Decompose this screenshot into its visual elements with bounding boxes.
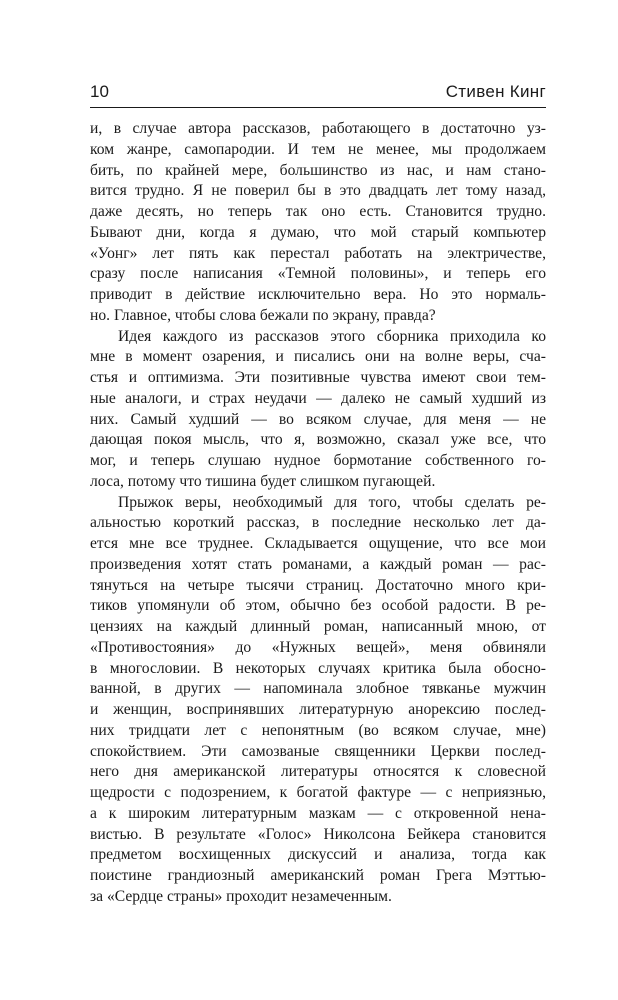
text-line: но. Главное, чтобы слова бежали по экрану, правда? [90, 306, 436, 324]
text-line: Бывают дни, когда я думаю, что мой старый компьютер [90, 223, 546, 241]
text-line: сразу после написания «Темной половины», и теперь его [90, 265, 546, 283]
text-line: и женщин, воспринявших литературную анорексию послед- [90, 701, 546, 718]
text-line: «Противостояния» до «Нужных вещей», меня обвиняли [90, 638, 546, 656]
text-line: альностью короткий рассказ, в последние несколько лет да- [90, 514, 546, 532]
text-line: даже десять, но теперь так оно есть. Становится трудно. [90, 203, 546, 220]
text-line: ванной, в других — напоминала злобное тявканье мужчин [90, 680, 546, 698]
text-line: вится трудно. Я не поверил бы в это двадцать лет тому назад, [90, 182, 546, 200]
text-line: спокойствием. Эти самозваные священники Церкви послед- [90, 742, 546, 760]
text-line: тянуться на четыре тысячи страниц. Достаточно много кри- [90, 576, 546, 594]
text-line: и, в случае автора рассказов, работающего в достаточно уз- [90, 120, 546, 137]
text-line: ком жанре, самопародии. И тем не менее, мы продолжаем [90, 140, 546, 158]
paragraph-1 [90, 119, 546, 327]
page-number: 10 [90, 82, 109, 101]
text-line: за «Сердце страны» проходит незамеченным. [90, 887, 392, 905]
text-line: произведения хотят стать романами, а каждый роман — рас- [90, 555, 546, 573]
text-line: стья и оптимизма. Эти позитивные чувства имеют свои тем- [90, 369, 546, 386]
text-line: «Уонг» лет пять как перестал работать на электричестве, [90, 244, 546, 262]
header-rule [90, 107, 546, 108]
text-line: него дня американской литературы относятся к словесной [90, 763, 546, 781]
text-line: дающая покоя мысль, что я, возможно, сказал уже все, что [90, 431, 546, 449]
text-line: предметом восхищенных дискуссий и анализа, тогда как [90, 846, 546, 864]
text-line: ется мне все труднее. Складывается ощущение, что все мои [90, 535, 546, 552]
running-head-author: Стивен Кинг [445, 82, 546, 101]
paragraph-2 [90, 327, 546, 493]
text-line: вистью. В результате «Голос» Николсона Бейкера становится [90, 825, 546, 843]
text-line: лоса, потому что тишина будет слишком пугающей. [90, 472, 436, 490]
text-line: а к широким литературным мазкам — с откровенной нена- [90, 804, 546, 822]
text-line: щедрости с подозрением, к богатой фактуре — с неприязнью, [90, 784, 546, 801]
text-line: в многословии. В некоторых случаях критика была обосно- [90, 659, 546, 677]
text-line: мне в момент озарения, и писались они на волне веры, сча- [90, 348, 546, 366]
text-line: ные аналоги, и страх неудачи — далеко не самый худший из [90, 389, 546, 407]
text-line: поистине грандиозный американский роман Грега Мэттью- [90, 867, 546, 884]
paragraph-3 [90, 493, 546, 908]
text-line: них. Самый худший — во всяком случае, для меня — не [90, 410, 546, 428]
text-line: бить, по крайней мере, большинство из нас, и нам стано- [90, 161, 546, 179]
text-line: тиков упомянули об этом, обычно без особой радости. В ре- [90, 597, 546, 615]
text-line: Идея каждого из рассказов этого сборника приходила ко [118, 327, 546, 345]
text-line: цензиях на каждый длинный роман, написанный мною, от [90, 618, 546, 635]
text-line: них тридцати лет с непонятным (во всяком случае, мне) [90, 721, 546, 739]
body-text [90, 119, 546, 908]
text-line: Прыжок веры, необходимый для того, чтобы сделать ре- [118, 493, 546, 511]
text-line: приводит в действие исключительно вера. Но это нормаль- [90, 286, 546, 303]
text-line: мог, и теперь слушаю нудное бормотание собственного го- [90, 452, 546, 469]
